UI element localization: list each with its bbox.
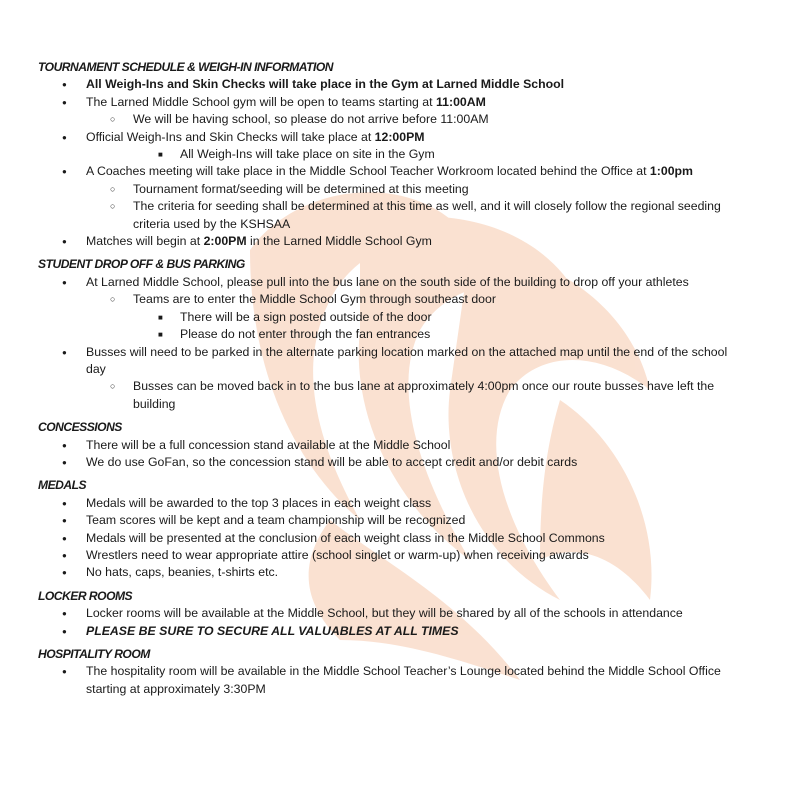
list-item: ○ Teams are to enter the Middle School Gym through southeast door bbox=[0, 291, 787, 308]
list-item: ● Medals will be presented at the conclusion of each weight class in the Middle School Commons bbox=[0, 530, 787, 547]
list-item: ● Medals will be awarded to the top 3 places in each weight class bbox=[0, 495, 787, 512]
section-hospitality bbox=[0, 646, 787, 698]
list-item: ○ Tournament format/seeding will be determined at this meeting bbox=[0, 181, 787, 198]
section-schedule bbox=[0, 59, 787, 250]
list-item: ○ We will be having school, so please do not arrive before 11:00AM bbox=[0, 111, 787, 128]
list-item: ● Official Weigh-Ins and Skin Checks will take place at 12:00PM bbox=[0, 129, 787, 146]
list-item: ● The Larned Middle School gym will be open to teams starting at 11:00AM bbox=[0, 94, 787, 111]
section-locker-rooms bbox=[0, 588, 787, 640]
list-item: ● All Weigh-Ins and Skin Checks will take place in the Gym at Larned Middle School bbox=[0, 76, 787, 93]
section-concessions bbox=[0, 419, 787, 471]
list-item: ● Matches will begin at 2:00PM in the Larned Middle School Gym bbox=[0, 233, 787, 250]
list-item: ● At Larned Middle School, please pull into the bus lane on the south side of the building to drop off your athletes bbox=[0, 274, 787, 291]
list-item: ● We do use GoFan, so the concession stand will be able to accept credit and/or debit cards bbox=[0, 454, 787, 471]
section-heading: LOCKER ROOMS bbox=[38, 588, 133, 603]
list-item: ■ There will be a sign posted outside of the door bbox=[0, 309, 787, 326]
list-item: ○ The criteria for seeding shall be determined at this time as well, and it will closely follow the regional seeding criteria used by the KSHSAA bbox=[0, 198, 787, 233]
list-item: ● The hospitality room will be available in the Middle School Teacher’s Lounge located behind the Middle School Office starting at approximately 3:30PM bbox=[0, 663, 787, 698]
list-item: ● There will be a full concession stand available at the Middle School bbox=[0, 437, 787, 454]
section-dropoff bbox=[0, 256, 787, 413]
section-heading: HOSPITALITY ROOM bbox=[38, 647, 150, 661]
list-item: ■ All Weigh-Ins will take place on site in the Gym bbox=[0, 146, 787, 163]
list-item: ● Wrestlers need to wear appropriate attire (school singlet or warm-up) when receiving awards bbox=[0, 547, 787, 564]
list-item: ■ Please do not enter through the fan entrances bbox=[0, 326, 787, 343]
section-heading: CONCESSIONS bbox=[38, 420, 122, 435]
list-item: ● Team scores will be kept and a team championship will be recognized bbox=[0, 512, 787, 529]
list-item: ● PLEASE BE SURE TO SECURE ALL VALUABLES AT ALL TIMES bbox=[0, 623, 787, 640]
list-item: ● Busses will need to be parked in the alternate parking location marked on the attached map until the end of the school day bbox=[0, 344, 787, 379]
section-heading: MEDALS bbox=[38, 478, 87, 493]
list-item: ● A Coaches meeting will take place in the Middle School Teacher Workroom located behind the Office at 1:00pm bbox=[0, 163, 787, 180]
list-item: ● Locker rooms will be available at the Middle School, but they will be shared by all of the schools in attendance bbox=[0, 605, 787, 622]
list-item: ● No hats, caps, beanies, t-shirts etc. bbox=[0, 564, 787, 581]
list-item: ○ Busses can be moved back in to the bus lane at approximately 4:00pm once our route busses have left the building bbox=[0, 378, 787, 413]
section-heading: STUDENT DROP OFF & BUS PARKING bbox=[38, 257, 245, 272]
section-heading: TOURNAMENT SCHEDULE & WEIGH-IN INFORMATION bbox=[38, 60, 333, 74]
section-medals bbox=[0, 477, 787, 581]
